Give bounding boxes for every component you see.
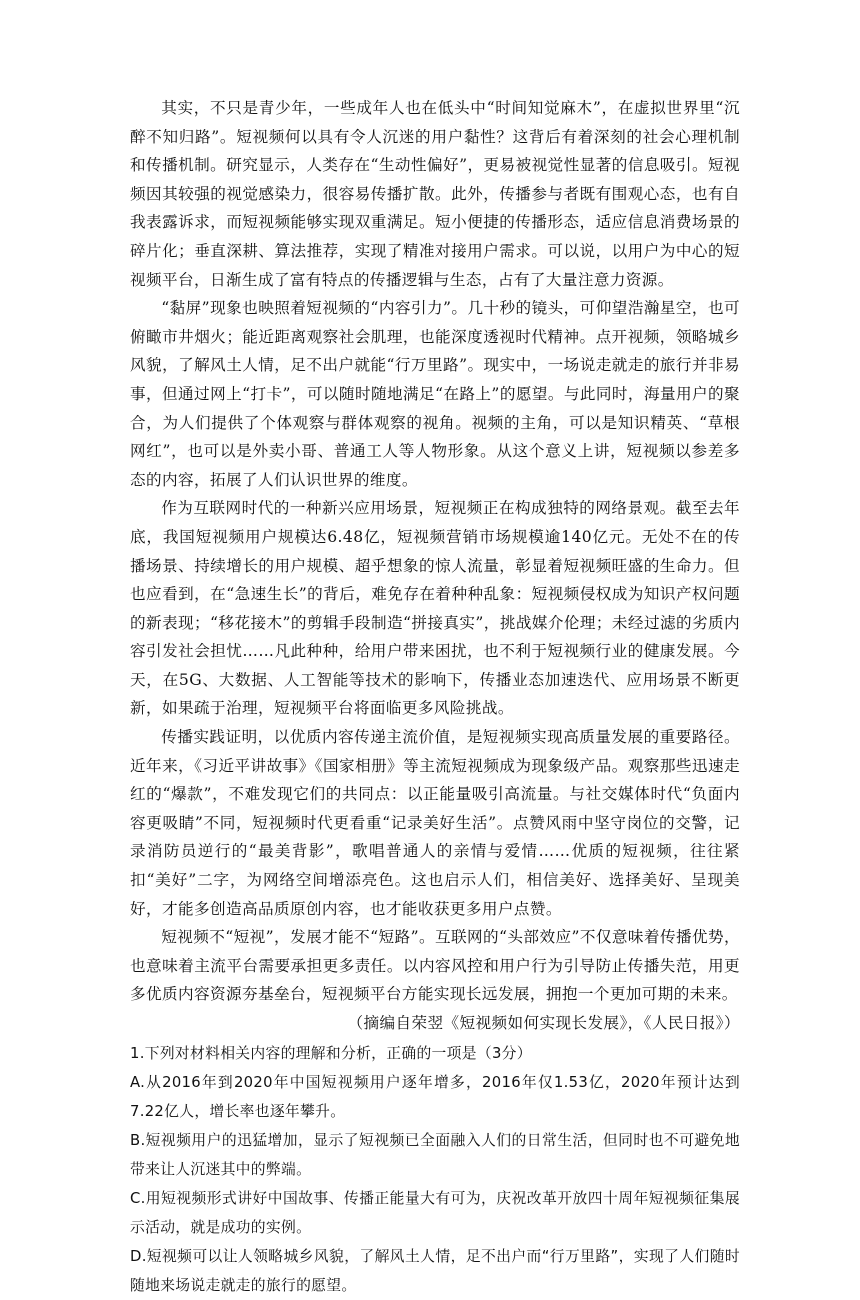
passage-paragraph-2: “黏屏”现象也映照着短视频的“内容引力”。几十秒的镜头，可仰望浩瀚星空，也可俯瞰市井烟火；能近距离观察社会肌理，也能深度透视时代精神。点开视频，领略城乡风貌，了解风土人情，足不出户就能“行万里路”。现实中，一场说走就走的旅行并非易事，但通过网上“打卡”，可以随时随地满足“在路上”的愿望。与此同时，海量用户的聚合，为人们提供了个体观察与群体观察的视角。视频的主角，可以是知识精英、“草根网红”，也可以是外卖小哥、普通工人等人物形象。从这个意义上讲，短视频以参差多态的内容，拓展了人们认识世界的维度。	[130, 299, 740, 489]
option-b: B.短视频用户的迅猛增加，显示了短视频已全面融入人们的日常生活，但同时也不可避免地带来让人沉迷其中的弊端。	[130, 1132, 740, 1178]
option-c: C.用短视频形式讲好中国故事、传播正能量大有可为，庆祝改革开放四十周年短视频征集展示活动，就是成功的实例。	[130, 1190, 740, 1236]
passage-paragraph-1: 其实，不只是青少年，一些成年人也在低头中“时间知觉麻木”，在虚拟世界里“沉醉不知归路”。短视频何以具有令人沉迷的用户黏性？这背后有着深刻的社会心理机制和传播机制。研究显示，人类存在“生动性偏好”，更易被视觉性显著的信息吸引。短视频因其较强的视觉感染力，很容易传播扩散。此外，传播参与者既有围观心态，也有自我表露诉求，而短视频能够实现双重满足。短小便捷的传播形态，适应信息消费场景的碎片化；垂直深耕、算法推荐，实现了精准对接用户需求。可以说，以用户为中心的短视频平台，日渐生成了富有特点的传播逻辑与生态，占有了大量注意力资源。	[130, 99, 740, 289]
option-d: D.短视频可以让人领略城乡风貌，了解风土人情，足不出户而“行万里路”，实现了人们随时随地来场说走就走的旅行的愿望。	[130, 1248, 740, 1294]
passage-paragraph-4: 传播实践证明，以优质内容传递主流价值，是短视频实现高质量发展的重要路径。近年来，《习近平讲故事》《国家相册》等主流短视频成为现象级产品。观察那些迅速走红的“爆款”，不难发现它们的共同点：以正能量吸引高流量。与社交媒体时代“负面内容更吸睛”不同，短视频时代更看重“记录美好生活”。点赞风雨中坚守岗位的交警，记录消防员逆行的“最美背影”，歌唱普通人的亲情与爱情……优质的短视频，往往紧扣“美好”二字，为网络空间增添亮色。这也启示人们，相信美好、选择美好、呈现美好，才能多创造高品质原创内容，也才能收获更多用户点赞。	[130, 728, 740, 918]
question-stem: 1.下列对材料相关内容的理解和分析，正确的一项是（3分）	[130, 1045, 532, 1062]
passage-paragraph-5: 短视频不“短视”，发展才能不“短路”。互联网的“头部效应”不仅意味着传播优势，也意味着主流平台需要承担更多责任。以内容风控和用户行为引导防止传播失范，用更多优质内容资源夯基垒台，短视频平台方能实现长远发展，拥抱一个更加可期的未来。	[130, 928, 740, 1004]
option-a: A.从2016年到2020年中国短视频用户逐年增多，2016年仅1.53亿，2020年预计达到7.22亿人，增长率也逐年攀升。	[130, 1074, 740, 1120]
source-citation: （摘编自荣翌《短视频如何实现长发展》，《人民日报》）	[347, 1014, 740, 1032]
reading-passage	[130, 94, 740, 1037]
question-1	[130, 1039, 740, 1300]
passage-paragraph-3: 作为互联网时代的一种新兴应用场景，短视频正在构成独特的网络景观。截至去年底，我国短视频用户规模达6.48亿，短视频营销市场规模逾140亿元。无处不在的传播场景、持续增长的用户规模、超乎想象的惊人流量，彰显着短视频旺盛的生命力。但也应看到，在“急速生长”的背后，难免存在着种种乱象：短视频侵权成为知识产权问题的新表现；“移花接木”的剪辑手段制造“拼接真实”，挑战媒介伦理；未经过滤的劣质内容引发社会担忧……凡此种种，给用户带来困扰，也不利于短视频行业的健康发展。今天，在5G、大数据、人工智能等技术的影响下，传播业态加速迭代、应用场景不断更新，如果疏于治理，短视频平台将面临更多风险挑战。	[130, 499, 740, 718]
